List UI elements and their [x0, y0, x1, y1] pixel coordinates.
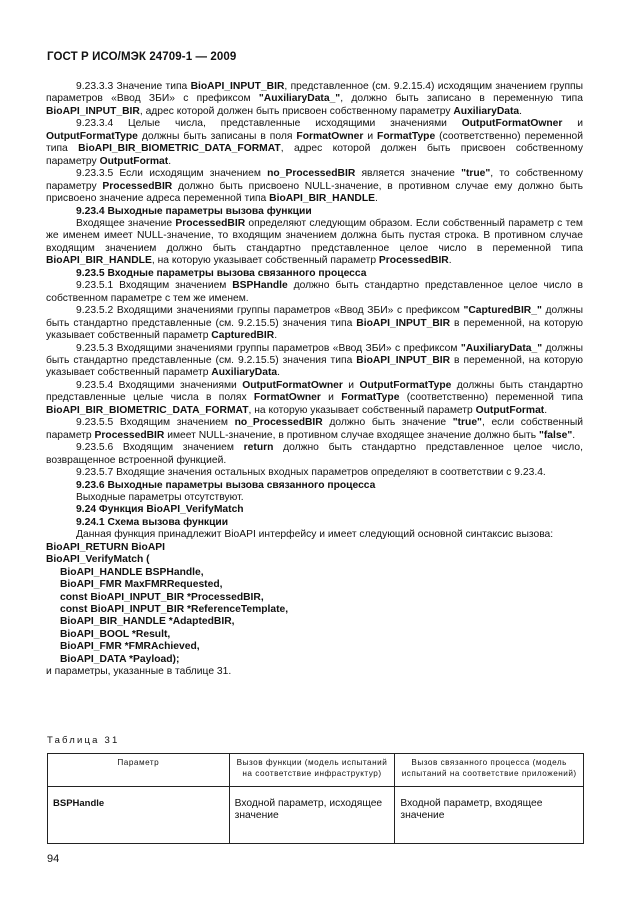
paragraph-9-23-3-4: 9.23.3.4 Целые числа, представленные исходящими значениями OutputFormatOwner и OutputFormatType должны быть записаны в поля FormatOwner и FormatType (соответственно) переменной типа BioAPI_BIR_BIOMETRIC_DATA_FORMAT, адрес которой должен быть присвоен собственному параметру OutputFormat. [46, 118, 583, 167]
code-line: BioAPI_RETURN BioAPI [46, 541, 165, 553]
paragraph-9-23-5-3: 9.23.5.3 Входящими значениями группы параметров «Ввод ЗБИ» с префиксом "AuxiliaryData_" должны быть стандартно представленные (см. 9.2.15.5) значения типа BioAPI_INPUT_BIR в переменной, на которую указывает собственный параметр AuxiliaryData. [46, 342, 583, 379]
code-line: BioAPI_FMR MaxFMRRequested, [60, 579, 223, 591]
code-line: BioAPI_DATA *Payload); [60, 653, 180, 665]
paragraph-9-23-3-5: 9.23.3.5 Если исходящим значением no_ProcessedBIR является значение "true", то собственному параметру ProcessedBIR должно быть присвоено NULL-значение, в противном случае ему должно быть присвоено значение адреса переменной типа BioAPI_BIR_HANDLE. [46, 168, 583, 205]
table-header-cell: Вызов связанного процесса (модель испытаний на соответствие приложений) [395, 754, 584, 787]
table-cell: Входной параметр, входящее значение [395, 787, 584, 844]
section-heading-9-23-5: 9.23.5 Входные параметры вызова связанного процесса [76, 267, 367, 279]
paragraph-9-24-1: Данная функция принадлежит BioAPI интерфейсу и имеет следующий основной синтаксис вызова: [76, 529, 554, 541]
section-heading-9-24: 9.24 Функция BioAPI_VerifyMatch [76, 504, 244, 516]
code-line: BioAPI_VerifyMatch ( [46, 554, 150, 566]
code-line: const BioAPI_INPUT_BIR *ProcessedBIR, [60, 591, 264, 603]
paragraph-9-23-3-3: 9.23.3.3 Значение типа BioAPI_INPUT_BIR, представленное (см. 9.2.15.4) исходящим значением группы параметров «Ввод ЗБИ» с префиксом "AuxiliaryData_", должно быть записано в переменную типа BioAPI_INPUT_BIR, адрес которой должен быть присвоен собственному параметру AuxiliaryData. [46, 81, 583, 117]
table-header-cell: Вызов функции (модель испытаний на соответствие инфраструктур) [229, 754, 395, 787]
paragraph-9-23-6: Выходные параметры отсутствуют. [76, 491, 244, 503]
code-line: const BioAPI_INPUT_BIR *ReferenceTemplate, [60, 604, 289, 616]
code-line: BioAPI_FMR *FMRAchieved, [60, 641, 200, 653]
document-body [46, 81, 583, 679]
table-31 [47, 753, 584, 844]
section-heading-9-24-1: 9.24.1 Схема вызова функции [76, 516, 229, 528]
code-line: BioAPI_BIR_HANDLE *AdaptedBIR, [60, 616, 235, 628]
section-heading-9-23-6: 9.23.6 Выходные параметры вызова связанного процесса [76, 479, 376, 491]
document-header: ГОСТ Р ИСО/МЭК 24709-1 — 2009 [47, 51, 237, 63]
table-row [48, 787, 584, 844]
paragraph-table-reference: и параметры, указанные в таблице 31. [46, 666, 232, 678]
code-line: BioAPI_BOOL *Result, [60, 628, 171, 640]
table-header-cell: Параметр [48, 754, 230, 787]
paragraph-9-23-5-6: 9.23.5.6 Входящим значением return должно быть стандартно представленное целое число, возвращенное встроенной функцией. [46, 442, 583, 466]
table-header-row [48, 754, 584, 787]
table-cell: Входной параметр, исходящее значение [229, 787, 395, 844]
table-cell-parameter: BSPHandle [48, 787, 230, 844]
code-line: BioAPI_HANDLE BSPHandle, [60, 566, 204, 578]
paragraph-9-23-5-7: 9.23.5.7 Входящие значения остальных входных параметров определяют в соответствии с 9.23.4. [76, 467, 546, 479]
paragraph-9-23-5-1: 9.23.5.1 Входящим значением BSPHandle должно быть стандартно представленное целое число в собственном параметре с тем же именем. [46, 280, 583, 304]
section-heading-9-23-4: 9.23.4 Выходные параметры вызова функции [76, 205, 312, 217]
paragraph-9-23-5-2: 9.23.5.2 Входящими значениями группы параметров «Ввод ЗБИ» с префиксом "CapturedBIR_" должны быть стандартно представленные (см. 9.2.15.5) значения типа BioAPI_INPUT_BIR в переменной, на которую указывает собственный параметр CapturedBIR. [46, 305, 584, 342]
paragraph-9-23-5-4: 9.23.5.4 Входящими значениями OutputFormatOwner и OutputFormatType должны быть стандартно представленные целые числа в полях FormatOwner и FormatType (соответственно) переменной типа BioAPI_BIR_BIOMETRIC_DATA_FORMAT, на которую указывает собственный параметр OutputFormat. [46, 379, 583, 416]
paragraph-9-23-5-5: 9.23.5.5 Входящим значением no_ProcessedBIR должно быть значение "true", если собственный параметр ProcessedBIR имеет NULL-значение, в противном случае входящее значение должно быть "false". [46, 417, 583, 441]
table-caption: Таблица 31 [47, 735, 120, 746]
paragraph-9-23-4: Входящее значение ProcessedBIR определяют следующим образом. Если собственный параметр с тем же именем имеет NULL-значение, то входящим значением должна быть пустая строка. В противном случае входящим значением должно быть стандартно представленное целое число в переменной типа BioAPI_BIR_HANDLE, на которую указывает собственный параметр ProcessedBIR. [46, 217, 583, 267]
page-number: 94 [47, 853, 60, 865]
